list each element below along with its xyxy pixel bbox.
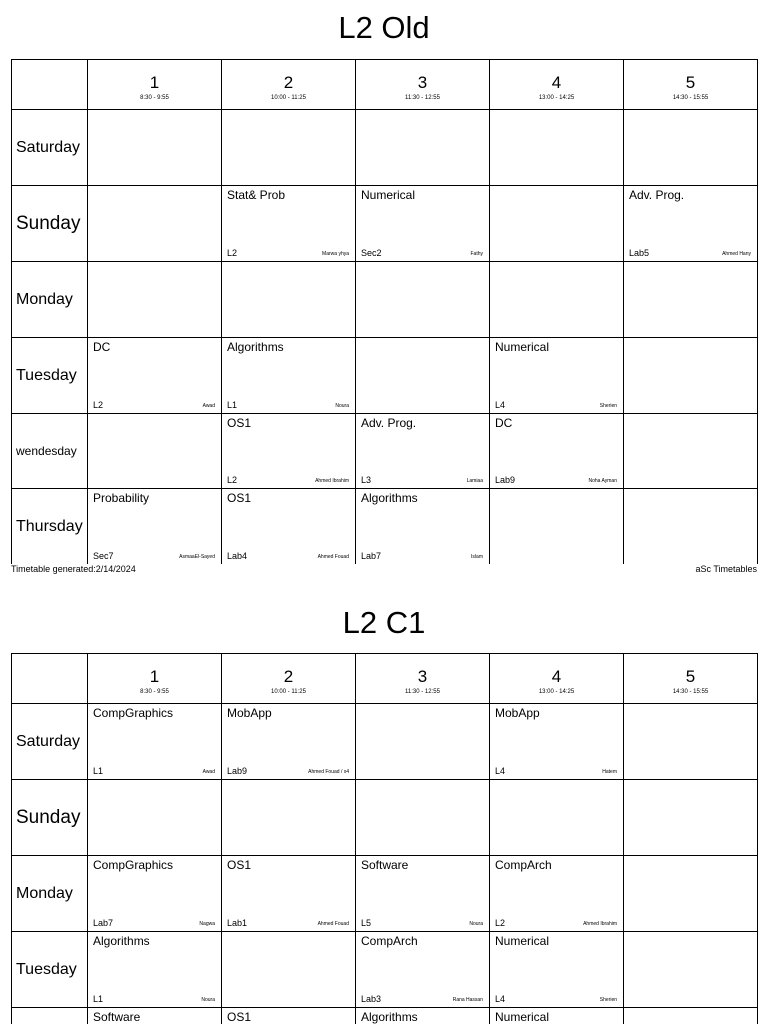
lesson-teacher: Noha Ayman: [588, 478, 617, 484]
lesson-subject: Numerical: [495, 1010, 550, 1024]
lesson-teacher: Hatem: [602, 769, 617, 775]
lesson-teacher: AsmaaEl-Sayed: [179, 554, 215, 560]
corner-cell: [12, 654, 88, 704]
day-name: Sunday: [12, 186, 88, 262]
lesson-cell: [490, 414, 624, 489]
day-name: Saturday: [12, 704, 88, 780]
empty-cell: [222, 262, 356, 338]
lesson-room: L2: [227, 475, 238, 485]
day-row: [12, 414, 758, 489]
period-header: [222, 60, 356, 110]
period-time: 8:30 - 9:55: [140, 95, 169, 101]
day-name: wendesday: [12, 414, 88, 489]
period-number: 2: [283, 73, 294, 92]
period-header: [490, 654, 624, 704]
day-row: [12, 338, 758, 414]
empty-cell: [88, 414, 222, 489]
empty-cell: [624, 489, 758, 565]
lesson-cell: [490, 338, 624, 414]
lesson-cell: [356, 856, 490, 932]
period-header: [624, 60, 758, 110]
lesson-room: L4: [495, 400, 506, 410]
lesson-room: L2: [495, 918, 506, 928]
lesson-room: L1: [93, 994, 104, 1004]
empty-cell: [222, 932, 356, 1008]
period-time: 8:30 - 9:55: [140, 689, 169, 695]
lesson-cell: [88, 338, 222, 414]
day-row: [12, 856, 758, 932]
lesson-subject: Stat& Prob: [227, 188, 286, 202]
lesson-teacher: Islam: [471, 554, 483, 560]
lesson-subject: OS1: [227, 1010, 252, 1024]
day-row: [12, 932, 758, 1008]
lesson-subject: MobApp: [495, 706, 540, 720]
lesson-cell: [88, 932, 222, 1008]
empty-cell: [356, 780, 490, 856]
lesson-cell: [624, 186, 758, 262]
period-time: 11:30 - 12:55: [405, 95, 440, 101]
day-row: [12, 704, 758, 780]
lesson-cell: [222, 1008, 356, 1024]
empty-cell: [356, 704, 490, 780]
empty-cell: [490, 110, 624, 186]
lesson-teacher: Awad: [202, 403, 215, 409]
day-name: Thursday: [12, 489, 88, 565]
lesson-cell: [356, 932, 490, 1008]
lesson-subject: CompArch: [361, 934, 418, 948]
lesson-subject: Adv. Prog.: [629, 188, 685, 202]
lesson-cell: [88, 704, 222, 780]
timetable-grid: [11, 653, 758, 1024]
period-number: 5: [685, 667, 696, 686]
lesson-teacher: Noura: [201, 997, 215, 1003]
lesson-teacher: Nagwa: [199, 921, 215, 927]
empty-cell: [222, 110, 356, 186]
period-number: 4: [551, 73, 562, 92]
period-header: [222, 654, 356, 704]
lesson-subject: OS1: [227, 416, 252, 430]
lesson-teacher: Noura: [469, 921, 483, 927]
lesson-room: L2: [93, 400, 104, 410]
lesson-teacher: Lamiaa: [466, 478, 483, 484]
empty-cell: [88, 186, 222, 262]
timetable-grid: [11, 59, 758, 564]
period-number: 2: [283, 667, 294, 686]
day-name: Tuesday: [12, 932, 88, 1008]
period-number: 4: [551, 667, 562, 686]
day-name: Sunday: [12, 780, 88, 856]
day-name: Tuesday: [12, 338, 88, 414]
period-time: 10:00 - 11:25: [271, 95, 306, 101]
lesson-cell: [222, 489, 356, 565]
timetable-title: L2 Old: [338, 10, 430, 45]
empty-cell: [490, 780, 624, 856]
lesson-cell: [222, 414, 356, 489]
lesson-subject: Algorithms: [361, 1010, 418, 1024]
empty-cell: [490, 262, 624, 338]
lesson-subject: MobApp: [227, 706, 272, 720]
lesson-subject: Algorithms: [361, 491, 418, 505]
empty-cell: [356, 110, 490, 186]
period-header: [624, 654, 758, 704]
lesson-room: Lab3: [361, 994, 382, 1004]
lesson-subject: OS1: [227, 491, 252, 505]
period-number: 3: [417, 73, 428, 92]
day-name: Monday: [12, 262, 88, 338]
timetable-title: L2 C1: [342, 605, 426, 640]
lesson-room: Lab1: [227, 918, 248, 928]
lesson-cell: [222, 856, 356, 932]
brand-label: aSc Timetables: [695, 564, 757, 574]
lesson-cell: [490, 856, 624, 932]
day-row: [12, 186, 758, 262]
lesson-teacher: Ahmed Fouad: [317, 554, 349, 560]
lesson-teacher: Fathy: [470, 251, 483, 257]
period-time: 13:00 - 14:25: [538, 95, 575, 101]
lesson-teacher: Awad: [202, 769, 215, 775]
empty-cell: [222, 780, 356, 856]
period-header: [88, 654, 222, 704]
empty-cell: [624, 262, 758, 338]
lesson-teacher: Noura: [335, 403, 349, 409]
period-time: 11:30 - 12:55: [405, 689, 440, 695]
lesson-cell: [356, 1008, 490, 1024]
lesson-cell: [490, 1008, 624, 1024]
day-row: [12, 780, 758, 856]
lesson-room: Sec7: [93, 551, 114, 561]
empty-cell: [490, 489, 624, 565]
lesson-subject: DC: [495, 416, 513, 430]
empty-cell: [88, 262, 222, 338]
period-header: [88, 60, 222, 110]
generated-date: Timetable generated:2/14/2024: [11, 564, 136, 574]
lesson-teacher: Ahmed Ibrahim: [315, 478, 349, 484]
empty-cell: [88, 780, 222, 856]
day-row: [12, 1008, 758, 1024]
lesson-subject: Probability: [93, 491, 150, 505]
lesson-room: L1: [93, 766, 104, 776]
lesson-teacher: Ahmed Hany: [722, 251, 751, 257]
period-number: 1: [149, 667, 160, 686]
period-time: 13:00 - 14:25: [538, 689, 575, 695]
empty-cell: [624, 780, 758, 856]
lesson-subject: OS1: [227, 858, 252, 872]
empty-cell: [624, 414, 758, 489]
day-row: [12, 489, 758, 565]
lesson-teacher: Ahmed Fouad / x4: [308, 769, 349, 775]
lesson-cell: [356, 186, 490, 262]
lesson-cell: [222, 338, 356, 414]
day-name: [12, 1008, 88, 1024]
lesson-subject: Numerical: [495, 934, 550, 948]
lesson-subject: CompGraphics: [93, 706, 174, 720]
lesson-cell: [88, 1008, 222, 1024]
lesson-cell: [88, 489, 222, 565]
empty-cell: [88, 110, 222, 186]
lesson-subject: Adv. Prog.: [361, 416, 417, 430]
day-row: [12, 110, 758, 186]
lesson-cell: [490, 932, 624, 1008]
lesson-cell: [88, 856, 222, 932]
lesson-subject: DC: [93, 340, 111, 354]
empty-cell: [356, 262, 490, 338]
period-number: 5: [685, 73, 696, 92]
empty-cell: [624, 704, 758, 780]
empty-cell: [624, 1008, 758, 1024]
lesson-subject: Algorithms: [93, 934, 150, 948]
lesson-room: L4: [495, 766, 506, 776]
day-name: Saturday: [12, 110, 88, 186]
period-number: 3: [417, 667, 428, 686]
lesson-subject: Algorithms: [227, 340, 284, 354]
day-name: Monday: [12, 856, 88, 932]
lesson-room: Lab7: [93, 918, 114, 928]
empty-cell: [490, 186, 624, 262]
empty-cell: [624, 932, 758, 1008]
lesson-room: L1: [227, 400, 238, 410]
period-header: [356, 60, 490, 110]
lesson-teacher: Rana Hassan: [452, 997, 483, 1003]
lesson-room: Lab4: [227, 551, 248, 561]
lesson-cell: [356, 414, 490, 489]
empty-cell: [624, 856, 758, 932]
lesson-teacher: Sherien: [599, 403, 617, 409]
empty-cell: [624, 110, 758, 186]
lesson-cell: [222, 704, 356, 780]
lesson-subject: Software: [93, 1010, 141, 1024]
period-header: [490, 60, 624, 110]
lesson-room: L4: [495, 994, 506, 1004]
lesson-cell: [222, 186, 356, 262]
lesson-subject: Numerical: [495, 340, 550, 354]
lesson-room: Lab5: [629, 248, 650, 258]
period-time: 10:00 - 11:25: [271, 689, 306, 695]
period-number: 1: [149, 73, 160, 92]
empty-cell: [356, 338, 490, 414]
lesson-teacher: Marwa yhya: [322, 251, 349, 257]
period-time: 14:30 - 15:55: [672, 95, 709, 101]
lesson-teacher: Ahmed Ibrahim: [583, 921, 617, 927]
lesson-subject: CompArch: [495, 858, 552, 872]
lesson-room: L2: [227, 248, 238, 258]
lesson-subject: Software: [361, 858, 409, 872]
lesson-room: L3: [361, 475, 372, 485]
lesson-teacher: Ahmed Fouad: [317, 921, 349, 927]
lesson-subject: Numerical: [361, 188, 416, 202]
lesson-room: Lab7: [361, 551, 382, 561]
lesson-cell: [356, 489, 490, 565]
lesson-room: Lab9: [495, 475, 516, 485]
period-header: [356, 654, 490, 704]
corner-cell: [12, 60, 88, 110]
lesson-subject: CompGraphics: [93, 858, 174, 872]
lesson-room: L5: [361, 918, 372, 928]
lesson-room: Sec2: [361, 248, 382, 258]
empty-cell: [624, 338, 758, 414]
day-row: [12, 262, 758, 338]
period-time: 14:30 - 15:55: [672, 689, 709, 695]
lesson-teacher: Sherien: [599, 997, 617, 1003]
lesson-cell: [490, 704, 624, 780]
lesson-room: Lab9: [227, 766, 248, 776]
